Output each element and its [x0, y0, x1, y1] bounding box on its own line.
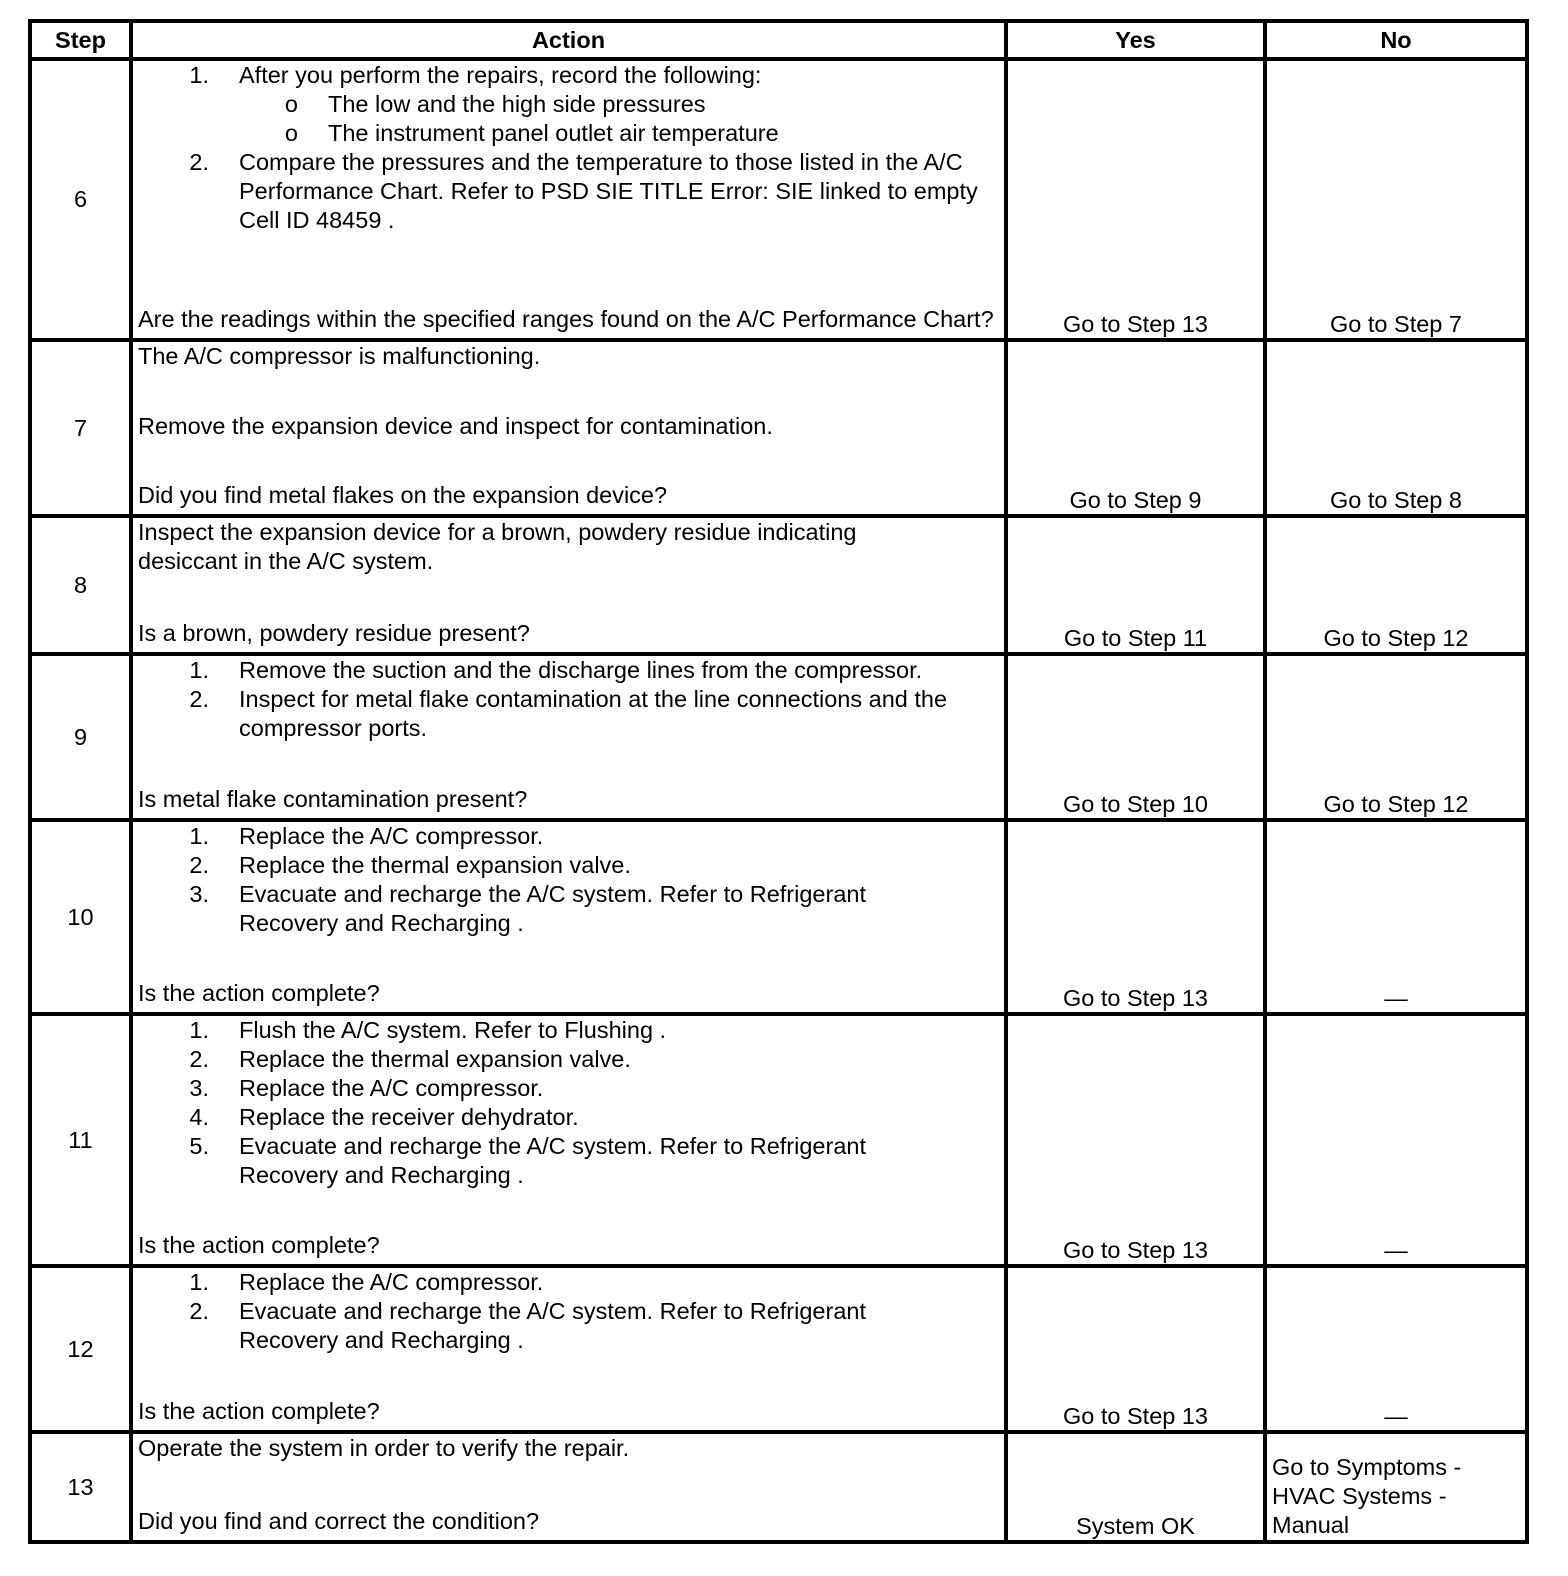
step-number: 9: [30, 654, 131, 820]
no-cell: Go to Step 8: [1265, 340, 1527, 516]
action-text: Remove the expansion device and inspect for contamination.: [138, 412, 773, 439]
question-text: Did you find and correct the condition?: [138, 1508, 540, 1534]
step-number: 8: [30, 516, 131, 654]
yes-cell: Go to Step 11: [1006, 516, 1265, 654]
header-action: Action: [131, 21, 1006, 59]
header-no: No: [1265, 21, 1527, 59]
question-text: Did you find metal flakes on the expansion device?: [138, 482, 668, 508]
numbered-list: [133, 61, 1004, 90]
step-number: 7: [30, 340, 131, 516]
header-step: Step: [30, 21, 131, 59]
no-cell: Go to Step 7: [1265, 59, 1527, 340]
yes-cell: Go to Step 13: [1006, 820, 1265, 1014]
list-item: 1. After you perform the repairs, record the following:: [189, 62, 762, 88]
numbered-list: [133, 1268, 1004, 1355]
question-text: Is the action complete?: [138, 1232, 380, 1258]
table-row: [30, 1432, 1527, 1542]
list-item: 5. Evacuate and recharge the A/C system. Refer to Refrigerant Recovery and Recharging .: [189, 1133, 866, 1188]
header-yes: Yes: [1006, 21, 1265, 59]
step-number: 13: [30, 1432, 131, 1542]
question-text: Is the action complete?: [138, 980, 380, 1006]
list-item: 1. Remove the suction and the discharge lines from the compressor.: [189, 657, 923, 683]
list-item: 1. Replace the A/C compressor.: [189, 1269, 544, 1295]
list-item: 2. Inspect for metal flake contamination at the line connections and the compressor ports.: [189, 686, 948, 741]
diagnostic-table: [28, 19, 1529, 1544]
step-number: 12: [30, 1266, 131, 1432]
no-cell: Go to Step 12: [1265, 516, 1527, 654]
no-cell: —: [1265, 1266, 1527, 1432]
yes-cell: Go to Step 10: [1006, 654, 1265, 820]
table-header-row: [30, 21, 1527, 59]
list-item: 4. Replace the receiver dehydrator.: [189, 1104, 579, 1130]
yes-cell: Go to Step 9: [1006, 340, 1265, 516]
yes-cell: Go to Step 13: [1006, 1014, 1265, 1266]
no-cell: —: [1265, 820, 1527, 1014]
question-text: Is a brown, powdery residue present?: [138, 620, 530, 646]
bullet-list: [133, 90, 1004, 148]
list-item: 3. Evacuate and recharge the A/C system. Refer to Refrigerant Recovery and Recharging .: [189, 881, 866, 936]
action-cell: [131, 340, 1006, 516]
yes-cell: Go to Step 13: [1006, 1266, 1265, 1432]
action-cell: [131, 1266, 1006, 1432]
numbered-list: [133, 656, 1004, 743]
list-item: 1. Flush the A/C system. Refer to Flushing .: [189, 1017, 667, 1043]
table-row: [30, 1266, 1527, 1432]
step-number: 11: [30, 1014, 131, 1266]
table-row: [30, 340, 1527, 516]
table-row: [30, 59, 1527, 340]
numbered-list: [133, 822, 1004, 938]
no-cell: —: [1265, 1014, 1527, 1266]
list-item: o The low and the high side pressures: [284, 91, 706, 117]
action-cell: [131, 654, 1006, 820]
numbered-list: [133, 1016, 1004, 1190]
question-text: Is the action complete?: [138, 1398, 380, 1424]
numbered-list: [133, 148, 1004, 235]
table-row: [30, 654, 1527, 820]
action-cell: [131, 820, 1006, 1014]
list-item: 2. Replace the thermal expansion valve.: [189, 852, 631, 878]
yes-cell: Go to Step 13: [1006, 59, 1265, 340]
action-cell: [131, 59, 1006, 340]
question-text: Is metal flake contamination present?: [138, 786, 528, 812]
no-cell: Go to Symptoms - HVAC Systems - Manual: [1265, 1432, 1527, 1542]
question-text: Are the readings within the specified ranges found on the A/C Performance Chart?: [138, 306, 994, 332]
table-row: [30, 516, 1527, 654]
action-text: Operate the system in order to verify the repair.: [138, 1435, 630, 1461]
action-cell: [131, 1014, 1006, 1266]
action-text: The A/C compressor is malfunctioning.: [138, 343, 541, 369]
list-item: 2. Evacuate and recharge the A/C system. Refer to Refrigerant Recovery and Recharging .: [189, 1298, 866, 1353]
step-number: 6: [30, 59, 131, 340]
list-item: 2. Replace the thermal expansion valve.: [189, 1046, 631, 1072]
no-cell: Go to Step 12: [1265, 654, 1527, 820]
list-item: 2. Compare the pressures and the temperature to those listed in the A/C Performance Chart. Refer to PSD SIE TITLE Error: SIE linked to empty Cell ID 48459 .: [189, 149, 978, 233]
list-item: 3. Replace the A/C compressor.: [189, 1075, 544, 1101]
table-row: [30, 820, 1527, 1014]
action-cell: [131, 1432, 1006, 1542]
list-item: o The instrument panel outlet air temperature: [284, 120, 779, 146]
step-number: 10: [30, 820, 131, 1014]
list-item: 1. Replace the A/C compressor.: [189, 823, 544, 849]
action-cell: [131, 516, 1006, 654]
action-text: Inspect the expansion device for a brown, powdery residue indicating desiccant in the A/C system.: [138, 519, 857, 574]
table-row: [30, 1014, 1527, 1266]
yes-cell: System OK: [1006, 1432, 1265, 1542]
